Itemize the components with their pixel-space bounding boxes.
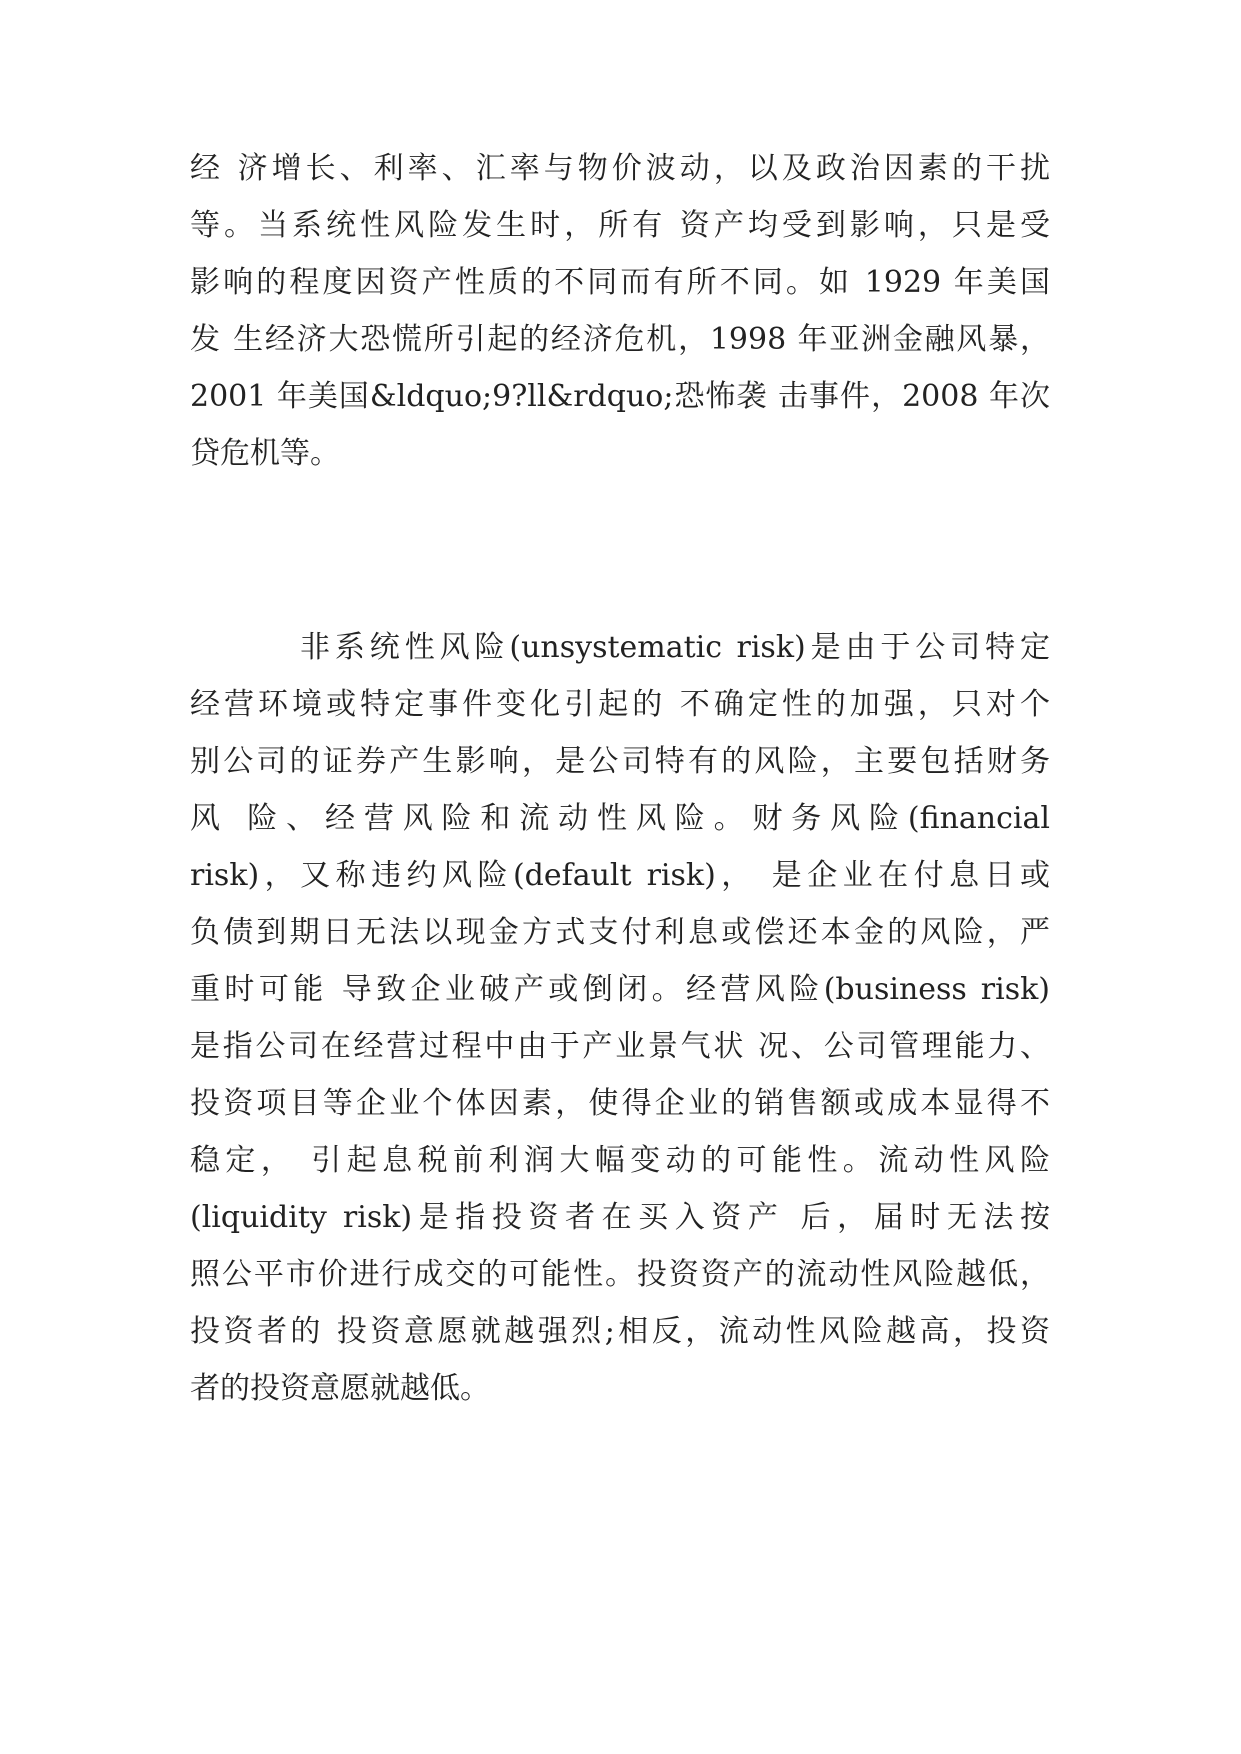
- paragraph2-line-11: (liquidity risk)是指投资者在买入资产 后，届时无法按: [190, 1200, 1050, 1235]
- paragraph2-line-14: 者的投资意愿就越低。: [190, 1371, 490, 1406]
- paragraph1-line-4: 发 生经济大恐慌所引起的经济危机，1998 年亚洲金融风暴，: [190, 322, 1050, 357]
- paragraph1-line-3: 影响的程度因资产性质的不同而有所不同。如 1929 年美国: [190, 265, 1050, 300]
- paragraph1-line-2: 等。当系统性风险发生时，所有 资产均受到影响，只是受: [190, 208, 1050, 243]
- paragraph2-line-2: 经营环境或特定事件变化引起的 不确定性的加强，只对个: [190, 687, 1050, 722]
- paragraph1-line-1: 经 济增长、利率、汇率与物价波动，以及政治因素的干扰: [190, 151, 1050, 186]
- paragraph2-line-6: 负债到期日无法以现金方式支付利息或偿还本金的风险，严: [190, 915, 1050, 950]
- paragraph2-line-5: risk)，又称违约风险(default risk)， 是企业在付息日或: [190, 858, 1050, 893]
- paragraph1-line-5: 2001 年美国&ldquo;9?ll&rdquo;恐怖袭 击事件，2008 年次: [190, 379, 1050, 414]
- paragraph2-line-1: 非系统性风险(unsystematic risk)是由于公司特定: [300, 630, 1050, 665]
- paragraph2-line-8: 是指公司在经营过程中由于产业景气状 况、公司管理能力、: [190, 1029, 1050, 1064]
- paragraph1-line-6: 贷危机等。: [190, 436, 340, 471]
- paragraph2-line-12: 照公平市价进行成交的可能性。投资资产的流动性风险越低，: [190, 1257, 1050, 1292]
- paragraph2-line-3: 别公司的证券产生影响，是公司特有的风险，主要包括财务: [190, 744, 1050, 779]
- paragraph2-line-13: 投资者的 投资意愿就越强烈;相反，流动性风险越高，投资: [190, 1314, 1050, 1349]
- paragraph2-line-4: 风 险、经营风险和流动性风险。财务风险(financial: [190, 801, 1050, 836]
- paragraph2-line-10: 稳定， 引起息税前利润大幅变动的可能性。流动性风险: [190, 1143, 1050, 1178]
- paragraph2-line-7: 重时可能 导致企业破产或倒闭。经营风险(business risk): [190, 972, 1050, 1007]
- paragraph2-line-9: 投资项目等企业个体因素，使得企业的销售额或成本显得不: [190, 1086, 1050, 1121]
